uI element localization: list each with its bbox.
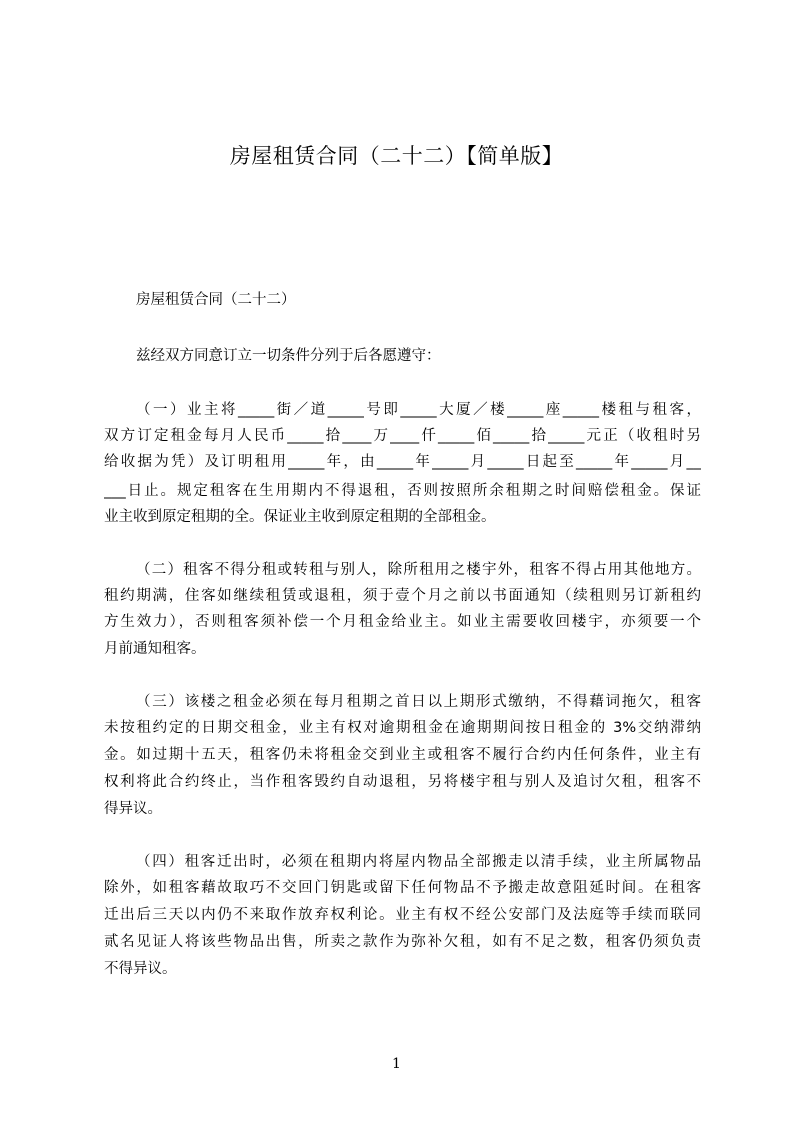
clause-line: 不得异议。	[104, 961, 177, 977]
document-subtitle: 房屋租赁合同（二十二）	[136, 292, 296, 308]
document-title: 房屋租赁合同（二十二）【简单版】	[229, 144, 564, 168]
clause-line: 给收据为凭）及订明租用_____年，由_____年_____月_____日起至_____年_____月__	[104, 454, 701, 470]
clause-line: 得异议。	[104, 801, 162, 817]
clause-line: 金。如过期十五天，租客仍未将租金交到业主或租客不履行合约内任何条件，业主有	[104, 747, 701, 763]
clause-line: （二）租客不得分租或转租与别人，除所租用之楼宇外，租客不得占用其他地方。	[136, 562, 701, 578]
clause-line: 月前通知租客。	[104, 641, 206, 657]
clause-line: （一）业主将_____街／道_____号即_____大厦／楼_____座_____楼租与租客，	[136, 402, 701, 418]
clause-line: 租约期满，住客如继续租赁或退租，须于壹个月之前以书面通知（续租则另订新租约	[104, 588, 701, 604]
clause-line: （三）该楼之租金必须在每月租期之首日以上期形式缴纳，不得藉词拖欠，租客	[136, 694, 701, 710]
clause-line: 贰名见证人将该些物品出售，所卖之款作为弥补欠租，如有不足之数，租客仍须负责	[104, 934, 701, 950]
clause-line: 除外，如租客藉故取巧不交回门钥匙或留下任何物品不予搬走故意阻延时间。在租客	[104, 880, 701, 896]
intro-text: 兹经双方同意订立一切条件分列于后各愿遵守：	[136, 348, 441, 364]
clause-line: ___日止。规定租客在生用期内不得退租，否则按照所余租期之时间赔偿租金。保证	[104, 483, 701, 499]
clause-line: 未按租约定的日期交租金，业主有权对逾期租金在逾期期间按日租金的 3%交纳滞纳	[104, 720, 701, 736]
clause-line: （四）租客迁出时，必须在租期内将屋内物品全部搬走以清手续，业主所属物品	[136, 854, 701, 870]
page-number: 1	[392, 1056, 401, 1072]
clause-line: 业主收到原定租期的全。保证业主收到原定租期的全部租金。	[104, 509, 496, 525]
clause-line: 双方订定租金每月人民币_____拾____万____仟_____佰_____拾_____元正（收租时另	[104, 428, 701, 444]
clause-line: 迁出后三天以内仍不来取作放弃权利论。业主有权不经公安部门及法庭等手续而联同	[104, 907, 701, 923]
clause-line: 方生效力），否则租客须补偿一个月租金给业主。如业主需要收回楼宇，亦须要一个	[104, 614, 701, 630]
clause-line: 权利将此合约终止，当作租客毁约自动退租，另将楼宇租与别人及追讨欠租，租客不	[104, 774, 701, 790]
